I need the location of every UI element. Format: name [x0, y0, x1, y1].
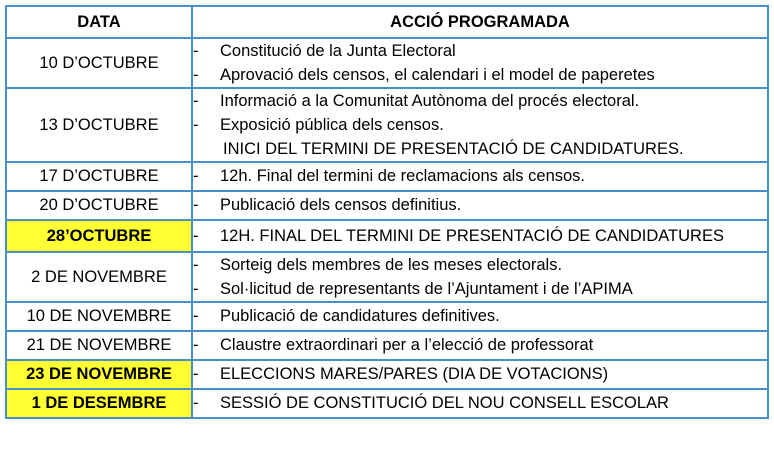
date-cell-highlighted: 1 DE DESEMBRE	[6, 389, 192, 418]
action-cell	[192, 162, 768, 191]
date-cell-highlighted: 23 DE NOVEMBRE	[6, 360, 192, 389]
election-calendar-table	[5, 5, 769, 419]
action-item	[193, 194, 767, 218]
date-cell: 13 D’OCTUBRE	[6, 88, 192, 162]
action-text: Informació a la Comunitat Autònoma del procés electoral.	[220, 91, 640, 110]
date-cell: 21 DE NOVEMBRE	[6, 331, 192, 360]
action-text: Publicació de candidatures definitives.	[220, 307, 500, 325]
dash: -	[193, 167, 199, 185]
date-cell: 20 D’OCTUBRE	[6, 191, 192, 220]
date-cell-highlighted: 28’OCTUBRE	[6, 220, 192, 252]
dash: -	[193, 196, 199, 214]
table-row	[6, 88, 768, 162]
header-action: ACCIÓ PROGRAMADA	[192, 6, 768, 38]
table-row	[6, 38, 768, 88]
dash: -	[193, 41, 199, 60]
table-row	[6, 302, 768, 331]
dash: -	[193, 279, 199, 298]
dash: -	[193, 394, 199, 412]
action-item	[193, 63, 767, 87]
table-row	[6, 252, 768, 302]
action-item	[193, 277, 767, 301]
action-item	[193, 363, 767, 387]
action-item	[193, 305, 767, 329]
action-item	[193, 224, 767, 248]
table-row	[6, 191, 768, 220]
table-row	[6, 162, 768, 191]
table-row	[6, 220, 768, 252]
dash: -	[193, 91, 199, 110]
action-cell	[192, 331, 768, 360]
dash: -	[193, 226, 199, 245]
action-cell	[192, 360, 768, 389]
dash: -	[193, 115, 199, 134]
action-item	[193, 392, 767, 416]
action-cell	[192, 38, 768, 88]
action-text: Sol·licitud de representants de l’Ajuntament i de l’APIMA	[220, 279, 633, 298]
action-text: Sorteig dels membres de les meses electorals.	[220, 255, 563, 274]
action-note: INICI DEL TERMINI DE PRESENTACIÓ DE CANDIDATURES.	[223, 139, 684, 158]
action-text: Exposició pública dels censos.	[220, 115, 444, 134]
action-text: 12H. FINAL DEL TERMINI DE PRESENTACIÓ DE CANDIDATURES	[220, 226, 724, 245]
date-cell: 2 DE NOVEMBRE	[6, 252, 192, 302]
action-text: Constitució de la Junta Electoral	[220, 41, 456, 60]
action-item	[193, 334, 767, 358]
action-text: SESSIÓ DE CONSTITUCIÓ DEL NOU CONSELL ESCOLAR	[220, 394, 669, 412]
dash: -	[193, 307, 199, 325]
action-text: Aprovació dels censos, el calendari i el model de paperetes	[220, 65, 655, 84]
table-row	[6, 360, 768, 389]
date-cell: 10 DE NOVEMBRE	[6, 302, 192, 331]
dash: -	[193, 255, 199, 274]
action-cell	[192, 88, 768, 162]
action-item	[193, 165, 767, 189]
header-date: DATA	[6, 6, 192, 38]
action-item	[193, 113, 767, 137]
table-row	[6, 389, 768, 418]
table-row	[6, 331, 768, 360]
action-text: Claustre extraordinari per a l’elecció de professorat	[220, 336, 594, 354]
action-item	[193, 253, 767, 277]
action-item	[193, 89, 767, 113]
action-text: Publicació dels censos definitius.	[220, 196, 462, 214]
header-row	[6, 6, 768, 38]
date-cell: 17 D’OCTUBRE	[6, 162, 192, 191]
date-cell: 10 D’OCTUBRE	[6, 38, 192, 88]
action-cell	[192, 389, 768, 418]
action-cell	[192, 302, 768, 331]
dash: -	[193, 65, 199, 84]
action-text: 12h. Final del termini de reclamacions als censos.	[220, 167, 586, 185]
action-item	[193, 39, 767, 63]
dash: -	[193, 336, 199, 354]
dash: -	[193, 365, 199, 383]
action-cell	[192, 252, 768, 302]
action-text: ELECCIONS MARES/PARES (DIA DE VOTACIONS)	[220, 365, 609, 383]
action-cell	[192, 220, 768, 252]
action-cell	[192, 191, 768, 220]
